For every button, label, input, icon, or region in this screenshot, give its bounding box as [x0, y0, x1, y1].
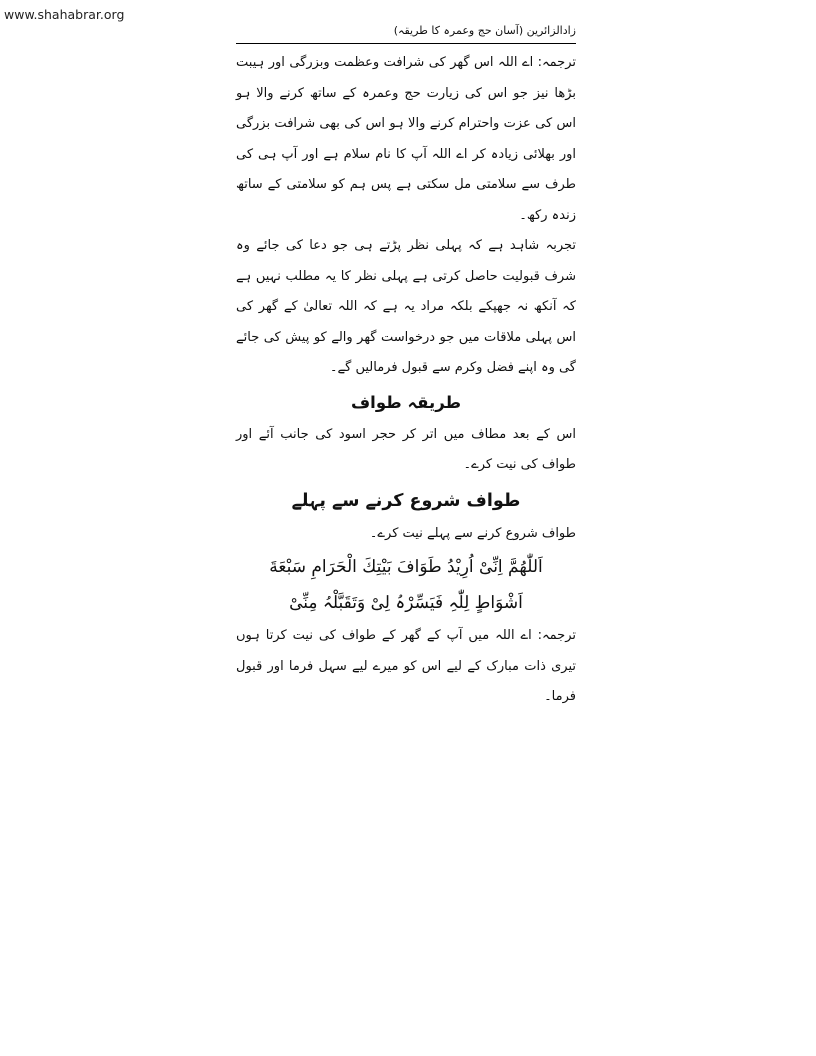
- tawaf-intro-paragraph: اس کے بعد مطاف میں اتر کر حجر اسود کی جانب آئے اور طواف کی نیت کرے۔: [236, 426, 576, 472]
- dua-line-2: اَشْوَاطٍ لِلّٰہِ فَیَسِّرْہُ لِیْ وَتَقَبَّلْہُ مِنِّیْ: [289, 593, 523, 613]
- tawaf-method-heading: طریقہ طواف: [351, 392, 461, 412]
- book-page: [236, 22, 576, 713]
- running-head: زادالزائرین (آسان حج وعمرہ کا طریقہ): [236, 22, 576, 44]
- niyyah-instruction: طواف شروع کرنے سے پہلے نیت کرے۔: [369, 525, 576, 541]
- before-tawaf-heading: طواف شروع کرنے سے پہلے: [291, 490, 521, 511]
- website-watermark: www.shahabrar.org: [4, 7, 125, 22]
- dua-line-1: اَللّٰھُمَّ اِنِّیْ اُرِیْدُ طَوَافَ بَیْتِكَ الْحَرَامِ سَبْعَةَ: [269, 557, 543, 577]
- translation-paragraph-2: ترجمہ: اے اللہ میں آپ کے گھر کے طواف کی نیت کرتا ہوں تیری ذات مبارک کے لیے اس کو میرے لیے سہل فرما اور قبول فرما۔: [236, 628, 576, 704]
- translation-paragraph-1: ترجمہ: اے اللہ اس گھر کی شرافت وعظمت وبزرگی اور ہیبت بڑھا نیز جو اس کی زیارت حج وعمرہ کے ساتھ کرنے والا ہو اس کی عزت واحترام کرنے والا ہو اس کی بھی شرافت بزرگی اور بھلائی زیادہ کر اے اللہ آپ کا نام سلام ہے اور آپ ہی کی طرف سے سلامتی مل سکتی ہے پس ہم کو سلامتی کے ساتھ زندہ رکھ۔: [236, 55, 576, 223]
- experience-paragraph: تجربہ شاہد ہے کہ پہلی نظر پڑتے ہی جو دعا کی جائے وہ شرف قبولیت حاصل کرتی ہے پہلی نظر کا یہ مطلب نہیں ہے کہ آنکھ نہ جھپکے بلکہ مراد یہ ہے کہ اللہ تعالیٰ کے گھر کی اس پہلی ملاقات میں جو درخواست گھر والے کو پیش کی جائے گی وہ اپنے فضل وکرم سے قبول فرمالیں گے۔: [236, 238, 576, 375]
